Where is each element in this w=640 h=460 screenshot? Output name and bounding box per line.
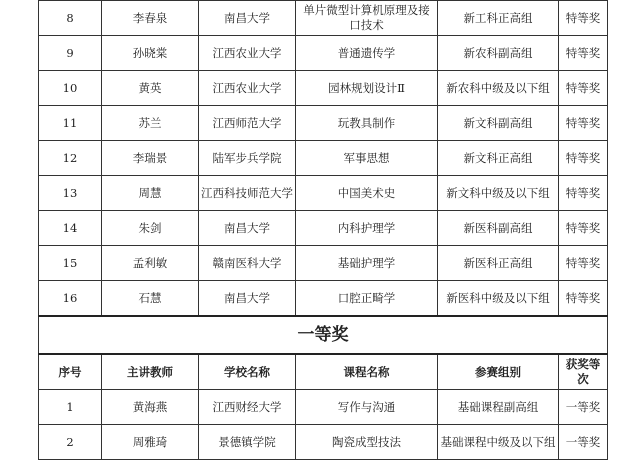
cell-no: 14 [39,211,102,246]
header-school: 学校名称 [199,354,296,390]
table-row [39,246,608,281]
cell-school: 江西师范大学 [199,106,296,141]
cell-school: 江西农业大学 [199,36,296,71]
cell-group: 新文科副高组 [438,106,559,141]
cell-group: 新文科中级及以下组 [438,176,559,211]
cell-no: 12 [39,141,102,176]
cell-course: 中国美术史 [296,176,438,211]
cell-group: 新农科中级及以下组 [438,71,559,106]
cell-teacher: 周慧 [102,176,199,211]
cell-school: 陆军步兵学院 [199,141,296,176]
cell-no: 11 [39,106,102,141]
cell-award: 一等奖 [559,425,608,460]
cell-course: 玩教具制作 [296,106,438,141]
cell-teacher: 黄海燕 [102,390,199,425]
cell-course: 写作与沟通 [296,390,438,425]
table-row [39,36,608,71]
cell-award: 特等奖 [559,106,608,141]
table-row [39,281,608,317]
header-no: 序号 [39,354,102,390]
cell-teacher: 周雅琦 [102,425,199,460]
cell-school: 江西农业大学 [199,71,296,106]
cell-group: 新医科中级及以下组 [438,281,559,317]
cell-teacher: 孟利敏 [102,246,199,281]
cell-award: 特等奖 [559,36,608,71]
cell-school: 赣南医科大学 [199,246,296,281]
cell-teacher: 李春泉 [102,1,199,36]
cell-course: 园林规划设计Ⅱ [296,71,438,106]
section-row [39,316,608,354]
cell-course: 陶瓷成型技法 [296,425,438,460]
table-row [39,106,608,141]
cell-no: 13 [39,176,102,211]
cell-course: 军事思想 [296,141,438,176]
header-course: 课程名称 [296,354,438,390]
cell-award: 特等奖 [559,281,608,317]
cell-no: 15 [39,246,102,281]
cell-school: 南昌大学 [199,211,296,246]
cell-group: 基础课程副高组 [438,390,559,425]
cell-group: 新工科正高组 [438,1,559,36]
awards-table [38,0,608,460]
table-row [39,141,608,176]
cell-teacher: 孙晓棠 [102,36,199,71]
table-row [39,71,608,106]
header-group: 参赛组别 [438,354,559,390]
cell-group: 新医科正高组 [438,246,559,281]
cell-teacher: 朱剑 [102,211,199,246]
cell-course: 单片微型计算机原理及接口技术 [296,1,438,36]
cell-no: 16 [39,281,102,317]
cell-teacher: 苏兰 [102,106,199,141]
table-row [39,211,608,246]
cell-group: 新医科副高组 [438,211,559,246]
cell-course: 口腔正畸学 [296,281,438,317]
cell-course: 普通遗传学 [296,36,438,71]
cell-award: 特等奖 [559,246,608,281]
cell-award: 特等奖 [559,141,608,176]
cell-award: 特等奖 [559,176,608,211]
cell-teacher: 黄英 [102,71,199,106]
cell-group: 新农科副高组 [438,36,559,71]
cell-school: 南昌大学 [199,281,296,317]
cell-course: 基础护理学 [296,246,438,281]
cell-award: 特等奖 [559,211,608,246]
cell-group: 新文科正高组 [438,141,559,176]
cell-school: 景德镇学院 [199,425,296,460]
table-row [39,1,608,36]
header-row [39,354,608,390]
header-award: 获奖等次 [559,354,608,390]
cell-award: 一等奖 [559,390,608,425]
cell-no: 9 [39,36,102,71]
cell-course: 内科护理学 [296,211,438,246]
cell-no: 1 [39,390,102,425]
table-row [39,425,608,460]
cell-school: 江西财经大学 [199,390,296,425]
cell-school: 江西科技师范大学 [199,176,296,211]
cell-award: 特等奖 [559,71,608,106]
cell-teacher: 石慧 [102,281,199,317]
cell-no: 2 [39,425,102,460]
cell-no: 10 [39,71,102,106]
cell-group: 基础课程中级及以下组 [438,425,559,460]
table-row [39,390,608,425]
section-title: 一等奖 [39,316,608,354]
cell-teacher: 李瑞景 [102,141,199,176]
table-row [39,176,608,211]
cell-school: 南昌大学 [199,1,296,36]
cell-award: 特等奖 [559,1,608,36]
header-teacher: 主讲教师 [102,354,199,390]
cell-no: 8 [39,1,102,36]
